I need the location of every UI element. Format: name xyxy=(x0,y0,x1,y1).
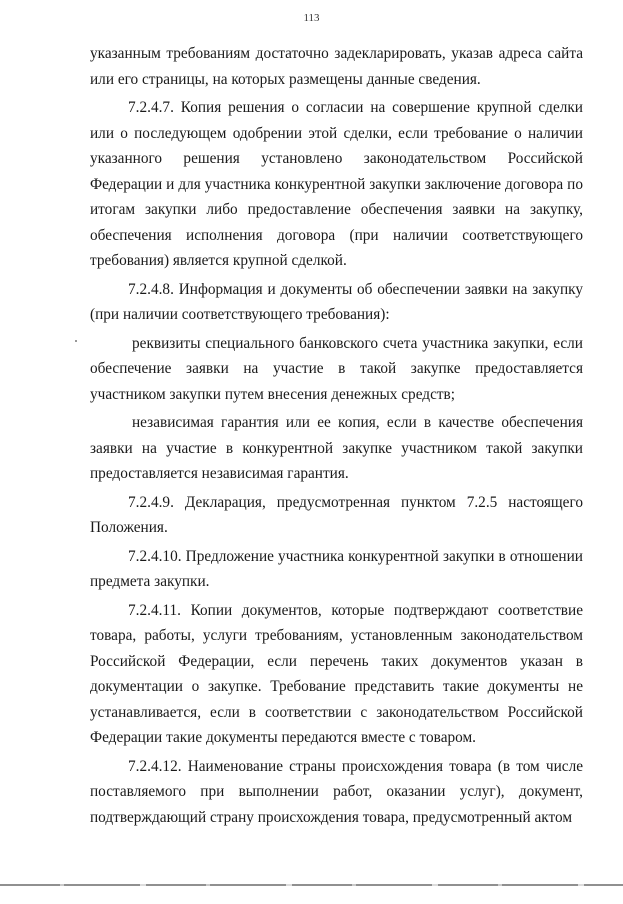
paragraph-7-2-4-10: 7.2.4.10. Предложение участника конкурентной закупки в отношении предмета закупки. xyxy=(90,547,583,590)
paragraph-independent-guarantee: независимая гарантия или ее копия, если в качестве обеспечения заявки на участие в конкурентной закупке участником такой закупки предоставляется независимая гарантия. xyxy=(90,414,583,482)
scan-bottom-edge xyxy=(0,884,623,886)
paragraph-continuation: указанным требованиям достаточно задекларировать, указав адреса сайта или его страницы, на которых размещены данные сведения. xyxy=(90,45,583,88)
scan-dot-mark xyxy=(75,340,77,342)
paragraph-7-2-4-9: 7.2.4.9. Декларация, предусмотренная пунктом 7.2.5 настоящего Положения. xyxy=(90,493,583,536)
paragraph-7-2-4-7: 7.2.4.7. Копия решения о согласии на совершение крупной сделки или о последующем одобрении этой сделки, если требование о наличии указанного решения установлено законодательством Российской Федерации и для участника конкурентной закупки заключение договора по итогам закупки либо предоставление обеспечения заявки на закупку, обеспечения исполнения договора (при наличии соответствующего требования) является крупной сделкой. xyxy=(90,99,583,269)
paragraph-7-2-4-11: 7.2.4.11. Копии документов, которые подтверждают соответствие товара, работы, услуги требованиям, установленным законодательством Российской Федерации, если перечень таких документов указан в документации о закупке. Требование представить такие документы не устанавливается, если в соответствии с законодательством Российской Федерации такие документы передаются вместе с товаром. xyxy=(90,601,583,746)
page-number: 113 xyxy=(303,12,320,24)
paragraph-7-2-4-12: 7.2.4.12. Наименование страны происхождения товара (в том числе поставляемого при выполнении работ, оказании услуг), документ, подтверждающий страну происхождения товара, предусмотренный актом xyxy=(90,757,583,826)
paragraph-bank-details: реквизиты специального банковского счета участника закупки, если обеспечение заявки на участие в такой закупке предоставляется участником закупки путем внесения денежных средств; xyxy=(90,334,583,403)
document-body xyxy=(90,41,583,833)
paragraph-7-2-4-8: 7.2.4.8. Информация и документы об обеспечении заявки на закупку (при наличии соответствующего требования): xyxy=(90,280,583,323)
